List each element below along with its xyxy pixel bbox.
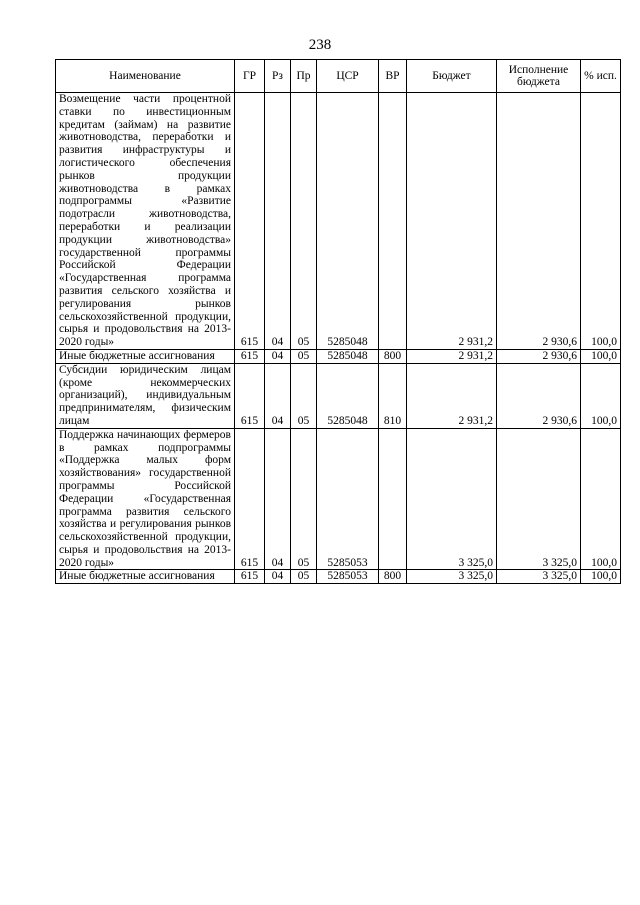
row-budget: 2 931,2 [407, 363, 497, 428]
row-vr: 800 [379, 349, 407, 363]
row-name-cell [56, 363, 235, 428]
row-pr: 05 [291, 363, 317, 428]
row-percent: 100,0 [581, 349, 621, 363]
row-name: Иные бюджетные ассигнования [59, 349, 215, 362]
row-percent: 100,0 [581, 428, 621, 570]
row-rz: 04 [265, 363, 291, 428]
budget-table [55, 59, 621, 584]
row-percent: 100,0 [581, 570, 621, 584]
row-name-cell [56, 349, 235, 363]
row-budget: 3 325,0 [407, 570, 497, 584]
row-budget: 3 325,0 [407, 428, 497, 570]
row-csr: 5285048 [317, 93, 379, 350]
row-execution: 2 930,6 [497, 349, 581, 363]
row-name: Поддержка начинающих фермеров в рамках подпрограммы «Поддержка малых форм хозяйствования» государственной программы Российской Федерации «Государственная программа развития сельского хозяйства и регулирования рынков сельскохозяйственной продукции, сырья и продовольствия на 2013-2020 годы» [59, 428, 231, 569]
row-percent: 100,0 [581, 363, 621, 428]
row-execution: 3 325,0 [497, 428, 581, 570]
header-rz: Рз [265, 60, 291, 93]
row-gr: 615 [235, 428, 265, 570]
header-name: Наименование [56, 60, 235, 93]
row-pr: 05 [291, 349, 317, 363]
row-budget: 2 931,2 [407, 93, 497, 350]
row-csr: 5285048 [317, 349, 379, 363]
table-header-row [56, 60, 621, 93]
row-budget: 2 931,2 [407, 349, 497, 363]
row-gr: 615 [235, 570, 265, 584]
row-csr: 5285053 [317, 570, 379, 584]
row-name-cell [56, 570, 235, 584]
row-name-cell [56, 93, 235, 350]
row-pr: 05 [291, 93, 317, 350]
row-percent: 100,0 [581, 93, 621, 350]
row-rz: 04 [265, 93, 291, 350]
table-row [56, 428, 621, 570]
header-csr: ЦСР [317, 60, 379, 93]
row-rz: 04 [265, 428, 291, 570]
header-pr: Пр [291, 60, 317, 93]
header-execution: Исполнение бюджета [497, 60, 581, 93]
row-name: Субсидии юридическим лицам (кроме некоммерческих организаций), индивидуальным предпринимателям, физическим лицам [59, 363, 231, 427]
header-vr: ВР [379, 60, 407, 93]
row-csr: 5285053 [317, 428, 379, 570]
row-vr [379, 428, 407, 570]
row-gr: 615 [235, 363, 265, 428]
table-row [56, 363, 621, 428]
header-gr: ГР [235, 60, 265, 93]
row-pr: 05 [291, 428, 317, 570]
row-gr: 615 [235, 93, 265, 350]
row-name: Возмещение части процентной ставки по инвестиционным кредитам (займам) на развитие животноводства, переработки и развития инфраструктуры и логистического обеспечения рынков продукции животноводства в рамках подпрограммы «Развитие подотрасли животноводства, переработки и реализации продукции животноводства» государственной программы Российской Федерации «Государственная программа развития сельского хозяйства и регулирования рынков сельскохозяйственной продукции, сырья и продовольствия на 2013-2020 годы» [59, 93, 231, 349]
row-vr: 800 [379, 570, 407, 584]
row-vr: 810 [379, 363, 407, 428]
header-percent: % исп. [581, 60, 621, 93]
row-execution: 2 930,6 [497, 363, 581, 428]
row-csr: 5285048 [317, 363, 379, 428]
table-row [56, 349, 621, 363]
table-row [56, 570, 621, 584]
row-rz: 04 [265, 349, 291, 363]
row-rz: 04 [265, 570, 291, 584]
row-vr [379, 93, 407, 350]
table-row [56, 93, 621, 350]
row-execution: 2 930,6 [497, 93, 581, 350]
header-budget: Бюджет [407, 60, 497, 93]
page-number: 238 [308, 37, 332, 53]
row-name: Иные бюджетные ассигнования [59, 570, 215, 583]
row-gr: 615 [235, 349, 265, 363]
row-pr: 05 [291, 570, 317, 584]
row-execution: 3 325,0 [497, 570, 581, 584]
row-name-cell [56, 428, 235, 570]
